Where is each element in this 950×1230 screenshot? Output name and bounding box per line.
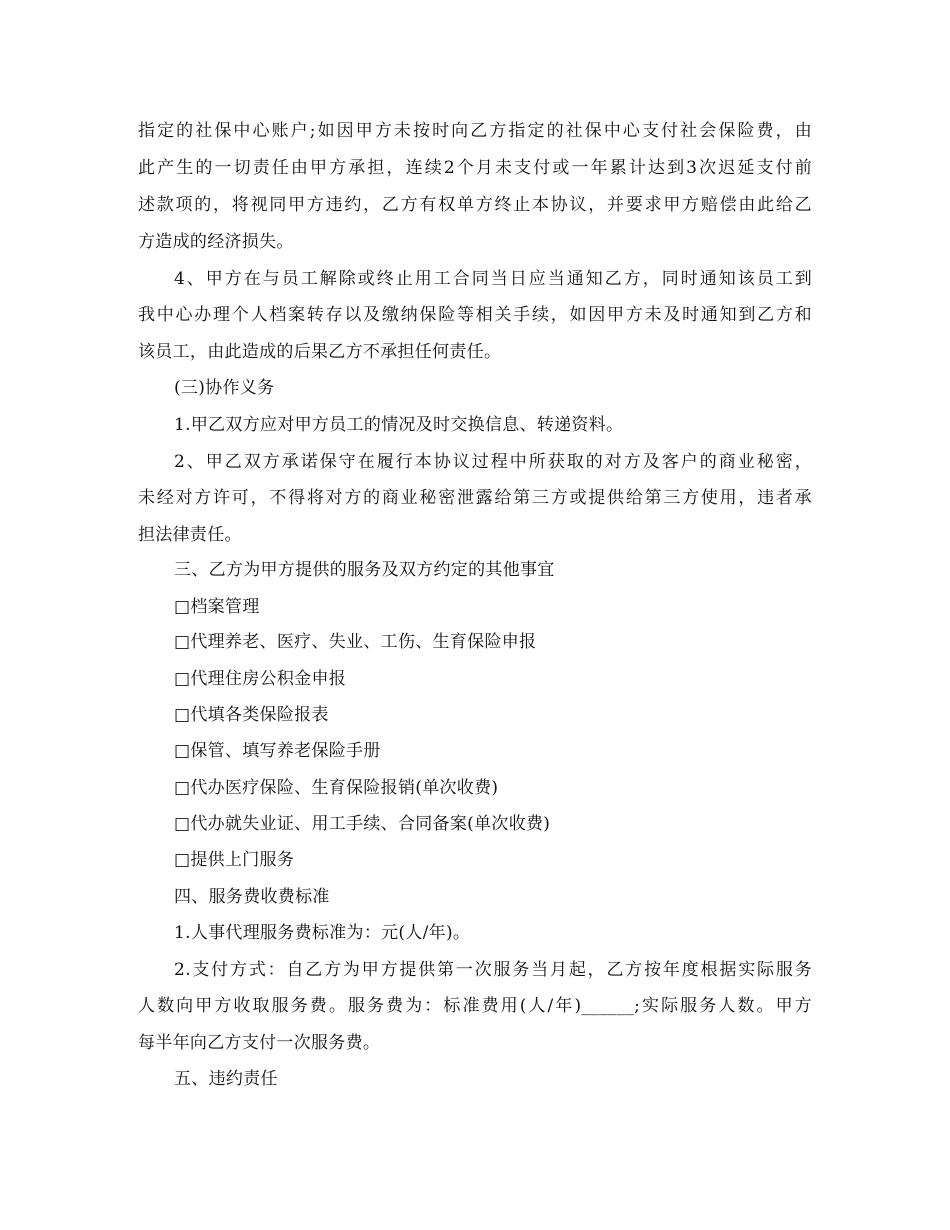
section-heading: 四、服务费收费标准 (174, 887, 330, 907)
paragraph-line: 担法律责任。 (138, 525, 242, 545)
checkbox-item: □代理住房公积金申报 (174, 669, 347, 689)
paragraph-line: 每半年向乙方支付一次服务费。 (138, 1033, 381, 1053)
paragraph-line: 我中心办理个人档案转存以及缴纳保险等相关手续，如因甲方未及时通知到乙方和 (138, 305, 812, 325)
paragraph-line: 此产生的一切责任由甲方承担，连续2个月未支付或一年累计达到3次迟延支付前 (138, 158, 812, 178)
checkbox-item: □代办医疗保险、生育保险报销(单次收费) (174, 778, 499, 798)
section-heading: 五、违约责任 (174, 1069, 278, 1089)
paragraph-line: 1.甲乙双方应对甲方员工的情况及时交换信息、转递资料。 (174, 415, 624, 435)
checkbox-item: □档案管理 (174, 597, 260, 617)
paragraph-line: 未经对方许可，不得将对方的商业秘密泄露给第三方或提供给第三方使用，违者承 (138, 488, 812, 508)
section-heading: 三、乙方为甲方提供的服务及双方约定的其他事宜 (174, 560, 555, 580)
paragraph-line: 4、甲方在与员工解除或终止用工合同当日应当通知乙方，同时通知该员工到 (174, 269, 812, 289)
paragraph-line: 述款项的，将视同甲方违约，乙方有权单方终止本协议，并要求甲方赔偿由此给乙 (138, 195, 812, 215)
paragraph-line: 指定的社保中心账户;如因甲方未按时向乙方指定的社保中心支付社会保险费，由 (138, 121, 812, 141)
checkbox-item: □保管、填写养老保险手册 (174, 741, 381, 761)
paragraph-line: 1.人事代理服务费标准为：元(人/年)。 (174, 923, 471, 943)
checkbox-item: □代填各类保险报表 (174, 705, 329, 725)
paragraph-line: 该员工，由此造成的后果乙方不承担任何责任。 (138, 342, 502, 362)
checkbox-item: □代理养老、医疗、失业、工伤、生育保险申报 (174, 632, 537, 652)
paragraph-line: 人数向甲方收取服务费。服务费为：标准费用(人/年)______;实际服务人数。甲方 (138, 996, 812, 1016)
paragraph-line: 2、甲乙双方承诺保守在履行本协议过程中所获取的对方及客户的商业秘密， (174, 452, 812, 472)
checkbox-item: □提供上门服务 (174, 850, 295, 870)
checkbox-item: □代办就失业证、用工手续、合同备案(单次收费) (174, 814, 551, 834)
paragraph-line: 2.支付方式：自乙方为甲方提供第一次服务当月起，乙方按年度根据实际服务 (174, 960, 812, 980)
section-heading: (三)协作义务 (174, 378, 275, 398)
paragraph-line: 方造成的经济损失。 (138, 232, 294, 252)
